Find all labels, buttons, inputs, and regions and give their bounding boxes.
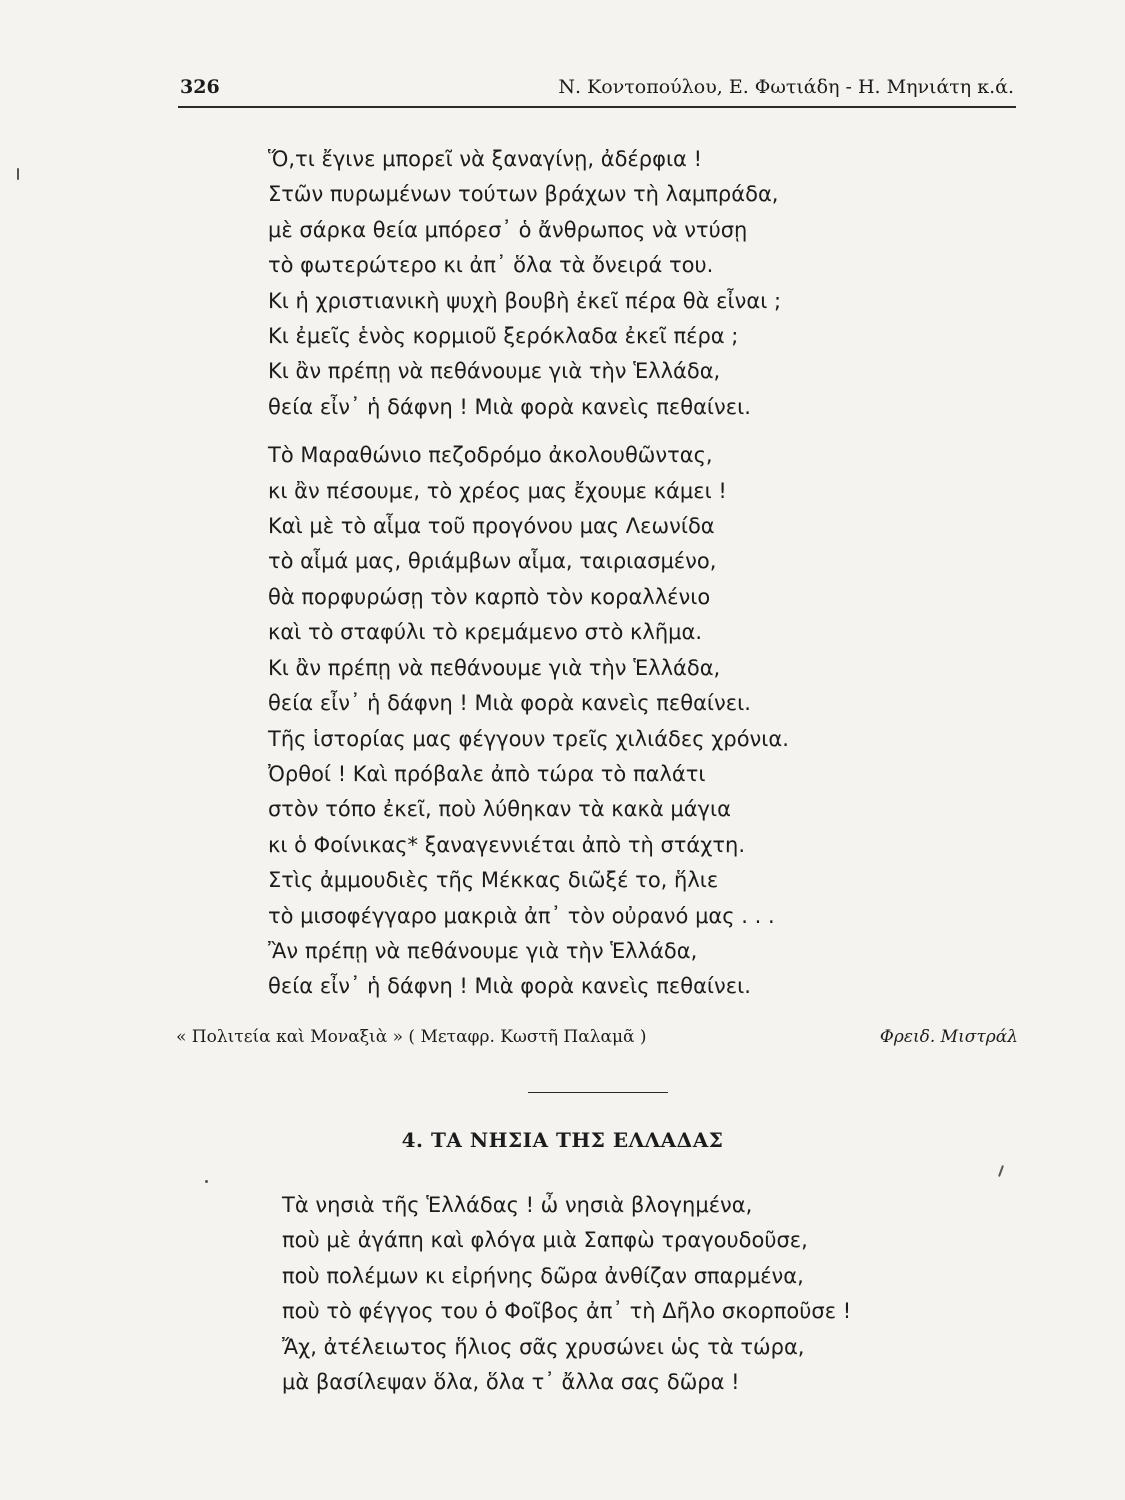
stanza-3: [268, 722, 1028, 1005]
poem-line: Κι ἂν πρέπῃ νὰ πεθάνουμε γιὰ τὴν Ἑλλάδα,: [268, 359, 721, 384]
poem-line: Τὸ Μαραθώνιο πεζοδρόμο ἀκολουθῶντας,: [268, 443, 713, 468]
poem-line: θεία εἶν᾿ ἡ δάφνη ! Μιὰ φορὰ κανεὶς πεθαίνει.: [268, 974, 751, 999]
poem-line: Στὶς ἀμμουδιὲς τῆς Μέκκας διῶξέ το, ἥλιε: [268, 868, 719, 893]
poem-line: καὶ τὸ σταφύλι τὸ κρεμάμενο στὸ κλῆμα.: [268, 620, 703, 645]
page-header: [178, 74, 1016, 108]
poem-line: Κι ἂν πρέπῃ νὰ πεθάνουμε γιὰ τὴν Ἑλλάδα,: [268, 655, 721, 680]
poem-line: Ὀρθοί ! Καὶ πρόβαλε ἀπὸ τώρα τὸ παλάτι: [268, 761, 706, 786]
poem-line: ποὺ πολέμων κι εἰρήνης δῶρα ἀνθίζαν σπαρμένα,: [282, 1263, 804, 1288]
page-number: 326: [180, 76, 220, 98]
poem-line: Στῶν πυρωμένων τούτων βράχων τὴ λαμπράδα,: [268, 182, 779, 207]
section-divider: [528, 1092, 668, 1093]
poem-line: μὲ σάρκα θεία μπόρεσ᾿ ὁ ἄνθρωπος νὰ ντύσῃ: [268, 217, 748, 242]
stanza-1: [268, 142, 1028, 425]
poem-line: στὸν τόπο ἐκεῖ, ποὺ λύθηκαν τὰ κακὰ μάγια: [268, 797, 731, 822]
poem-line: Ἄχ, ἀτέλειωτος ἥλιος σᾶς χρυσώνει ὡς τὰ τώρα,: [282, 1334, 805, 1359]
section-title: 4. ΤΑ ΝΗΣΙΑ ΤΗΣ ΕΛΛΑΔΑΣ: [401, 1128, 724, 1152]
poem-islands: [282, 1188, 1062, 1400]
poem-line: θεία εἶν᾿ ἡ δάφνη ! Μιὰ φορὰ κανεὶς πεθαίνει.: [268, 691, 751, 716]
poem-line: κι ἂν πέσουμε, τὸ χρέος μας ἔχουμε κάμει !: [268, 478, 727, 503]
scan-speck: [998, 1165, 1004, 1177]
scan-speck: [205, 1180, 208, 1183]
poem-line: Κι ἡ χριστιανικὴ ψυχὴ βουβὴ ἐκεῖ πέρα θὰ εἶναι ;: [268, 288, 782, 313]
poem-line: θεία εἶν᾿ ἡ δάφνη ! Μιὰ φορὰ κανεὶς πεθαίνει.: [268, 394, 751, 419]
poem-line: Τῆς ἱστορίας μας φέγγουν τρεῖς χιλιάδες χρόνια.: [268, 726, 789, 751]
poem-line: Ὅ,τι ἔγινε μπορεῖ νὰ ξαναγίνῃ, ἀδέρφια !: [268, 147, 702, 171]
poem-line: Τὰ νησιὰ τῆς Ἑλλάδας ! ὦ νησιὰ βλογημένα,: [282, 1193, 753, 1217]
poem-line: ποὺ μὲ ἀγάπη καὶ φλόγα μιὰ Σαπφὼ τραγουδοῦσε,: [282, 1228, 808, 1253]
poem-source: [176, 1027, 1018, 1055]
poem-line: Καὶ μὲ τὸ αἷμα τοῦ προγόνου μας Λεωνίδα: [268, 514, 715, 539]
stanza-2: [268, 438, 1028, 721]
poem-line: θὰ πορφυρώσῃ τὸν καρπὸ τὸν κοραλλένιο: [268, 584, 711, 609]
poem-line: τὸ αἷμά μας, θριάμβων αἷμα, ταιριασμένο,: [268, 549, 717, 574]
poem-line: τὸ φωτερώτερο κι ἀπ᾿ ὅλα τὰ ὄνειρά του.: [268, 253, 714, 278]
poem-line: κι ὁ Φοίνικας* ξαναγεννιέται ἀπὸ τὴ στάχτη.: [268, 832, 746, 857]
poem-line: Ἂν πρέπῃ νὰ πεθάνουμε γιὰ τὴν Ἑλλάδα,: [268, 938, 698, 963]
source-author: Φρειδ. Μιστράλ: [879, 1027, 1018, 1047]
poem-line: Κι ἐμεῖς ἑνὸς κορμιοῦ ξερόκλαδα ἐκεῖ πέρα ;: [268, 324, 739, 349]
poem-line: μὰ βασίλεψαν ὅλα, ὅλα τ᾿ ἄλλα σας δῶρα !: [282, 1370, 740, 1395]
poem-mistral: [268, 142, 1028, 1005]
running-head-authors: Ν. Κοντοπούλου, Ε. Φωτιάδη - Η. Μηνιάτη κ.ά.: [558, 76, 1014, 98]
poem-line: ποὺ τὸ φέγγος του ὁ Φοῖβος ἀπ᾿ τὴ Δῆλο σκορποῦσε !: [282, 1299, 852, 1324]
scan-speck: [17, 168, 19, 180]
poem-line: τὸ μισοφέγγαρο μακριὰ ἀπ᾿ τὸν οὐρανό μας . . .: [268, 903, 775, 928]
source-citation: « Πολιτεία καὶ Μοναξιὰ » ( Μεταφρ. Κωστῆ Παλαμᾶ ): [176, 1027, 647, 1047]
